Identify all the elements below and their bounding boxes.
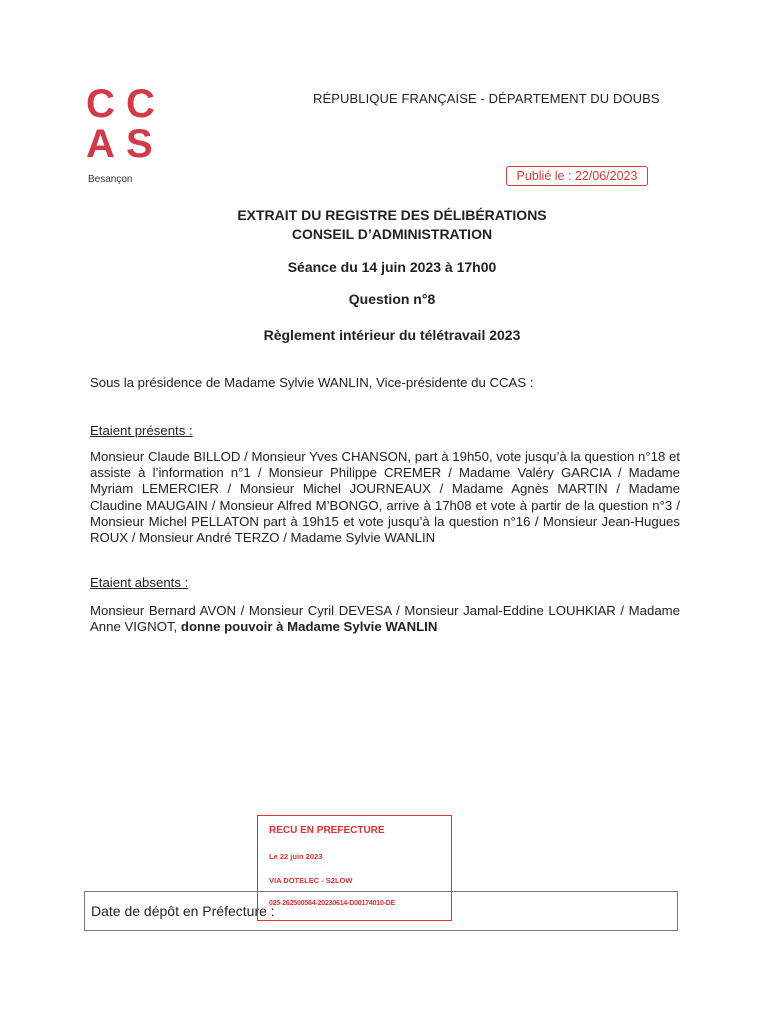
stamp-reference: 025-262500564-20230614-D00174010-DE	[269, 900, 396, 907]
title-seance: Séance du 14 juin 2023 à 17h00	[287, 259, 497, 275]
logo-letter-c1: C	[86, 82, 115, 126]
presents-heading: Etaient présents :	[90, 423, 193, 438]
title-conseil: CONSEIL D’ADMINISTRATION	[291, 226, 493, 242]
logo-letter-a: A	[86, 122, 115, 166]
title-extrait: EXTRAIT DU REGISTRE DES DÉLIBÉRATIONS	[237, 207, 547, 223]
stamp-date: Le 22 juin 2023	[269, 852, 323, 861]
presents-paragraph: Monsieur Claude BILLOD / Monsieur Yves CHANSON, part à 19h50, vote jusqu’à la question n°18 et assiste à l’information n°1 / Monsieur Philippe CREMER / Madame Valéry GARCIA / Madame Myriam LEMERCIER / Monsieur Michel JOURNEAUX / Madame Agnès MARTIN / Madame Claudine MAUGAIN / Monsieur Alfred M’BONGO, arrive à 17h08 et vote à partir de la question n°3 / Monsieur Michel PELLATON part à 19h15 et vote jusqu’à la question n°16 / Monsieur Jean-Hugues ROUX / Monsieur André TERZO / Madame Sylvie WANLIN	[90, 449, 680, 546]
logo-letter-c2: C	[126, 82, 155, 126]
publication-date-badge: Publié le : 22/06/2023	[506, 166, 648, 186]
republique-header: RÉPUBLIQUE FRANÇAISE - DÉPARTEMENT DU DOUBS	[313, 91, 660, 106]
absents-pouvoir: donne pouvoir à Madame Sylvie WANLIN	[180, 619, 438, 635]
ccas-logo	[86, 82, 176, 185]
presidence-line: Sous la présidence de Madame Sylvie WANLIN, Vice-présidente du CCAS :	[90, 375, 534, 390]
logo-letter-s: S	[126, 122, 153, 166]
title-objet: Règlement intérieur du télétravail 2023	[263, 327, 521, 343]
prefecture-stamp	[257, 815, 452, 921]
absents-text: Monsieur Bernard AVON / Monsieur Cyril DEVESA / Monsieur Jamal-Eddine LOUHKIAR / Madame Anne VIGNOT,	[90, 603, 680, 635]
absents-paragraph	[90, 603, 680, 635]
depot-prefecture-label: Date de dépôt en Préfecture :	[91, 903, 275, 919]
absents-heading: Etaient absents :	[90, 575, 189, 590]
title-question: Question n°8	[348, 291, 436, 307]
ccas-logo-mark	[86, 84, 170, 168]
logo-city: Besançon	[88, 174, 133, 185]
stamp-via: VIA DOTELEC - S2LOW	[269, 876, 353, 885]
stamp-title: RECU EN PREFECTURE	[269, 825, 385, 836]
